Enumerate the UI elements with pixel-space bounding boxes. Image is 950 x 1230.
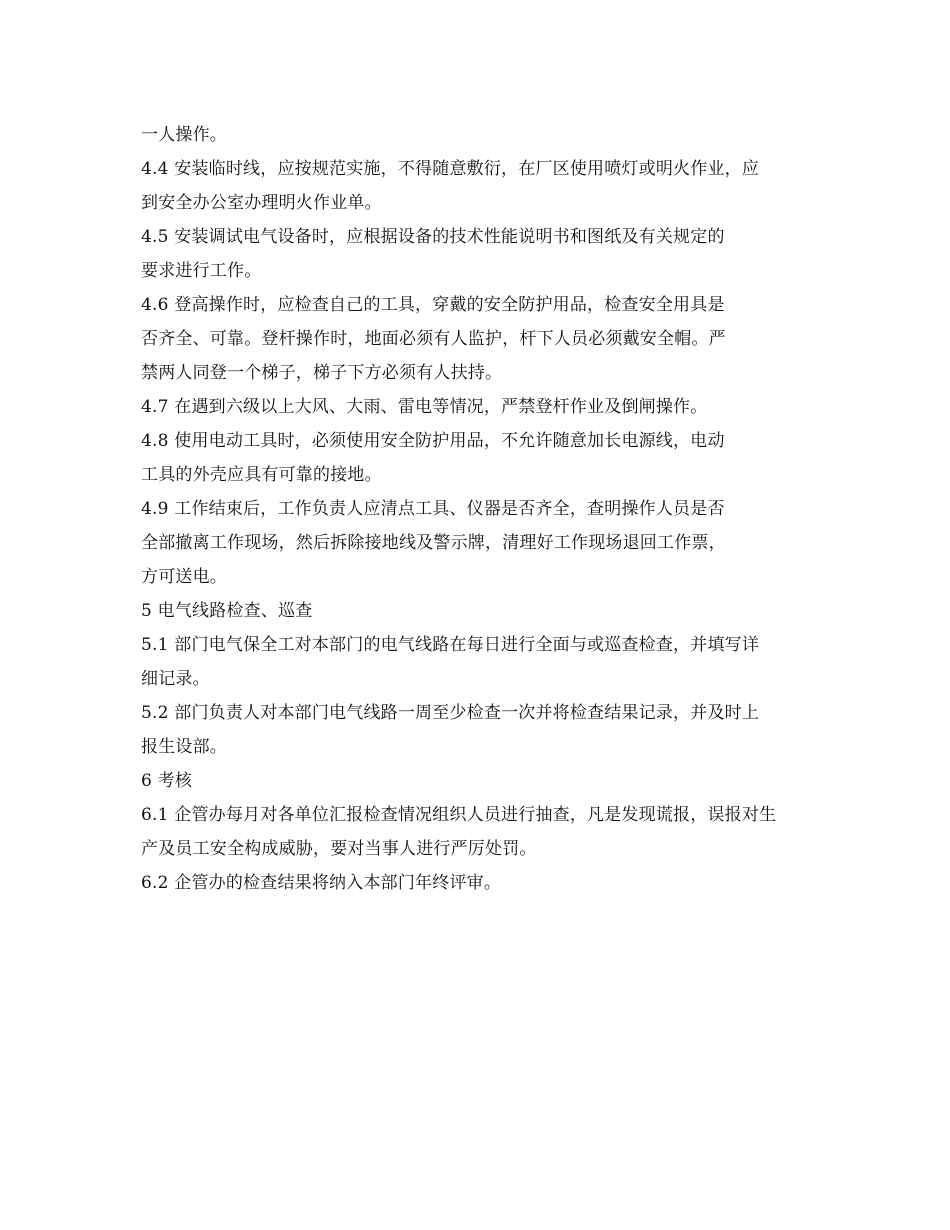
text-line: 4.9 工作结束后，工作负责人应清点工具、仪器是否齐全，查明操作人员是否: [141, 499, 725, 519]
text-line: 禁两人同登一个梯子，梯子下方必须有人扶持。: [141, 363, 503, 383]
section-heading: 5 电气线路检查、巡查: [141, 601, 313, 621]
text-line: 产及员工安全构成威胁，要对当事人进行严厉处罚。: [141, 839, 537, 859]
text-line: 4.4 安装临时线，应按规范实施，不得随意敷衍，在厂区使用喷灯或明火作业，应: [141, 159, 760, 179]
document-body: [141, 118, 831, 900]
text-line: 细记录。: [141, 669, 210, 689]
section-heading: 6 考核: [141, 771, 193, 791]
text-line: 工具的外壳应具有可靠的接地。: [141, 465, 382, 485]
text-line: 4.5 安装调试电气设备时，应根据设备的技术性能说明书和图纸及有关规定的: [141, 227, 725, 247]
text-line: 6.1 企管办每月对各单位汇报检查情况组织人员进行抽查，凡是发现谎报，误报对生: [141, 805, 777, 825]
text-line: 全部撤离工作现场，然后拆除接地线及警示牌，清理好工作现场退回工作票，: [141, 533, 726, 553]
text-line: 4.8 使用电动工具时，必须使用安全防护用品，不允许随意加长电源线，电动: [141, 431, 725, 451]
text-line: 否齐全、可靠。登杆操作时，地面必须有人监护，杆下人员必须戴安全帽。严: [141, 329, 726, 349]
text-line: 6.2 企管办的检查结果将纳入本部门年终评审。: [141, 873, 502, 893]
text-line: 5.1 部门电气保全工对本部门的电气线路在每日进行全面与或巡查检查，并填写详: [141, 635, 760, 655]
text-line: 报生设部。: [141, 737, 227, 757]
text-line: 要求进行工作。: [141, 261, 262, 281]
text-line: 5.2 部门负责人对本部门电气线路一周至少检查一次并将检查结果记录，并及时上: [141, 703, 760, 723]
text-line: 一人操作。: [141, 125, 227, 145]
text-line: 4.7 在遇到六级以上大风、大雨、雷电等情况，严禁登杆作业及倒闸操作。: [141, 397, 708, 417]
text-line: 方可送电。: [141, 567, 227, 587]
text-line: 4.6 登高操作时，应检查自己的工具，穿戴的安全防护用品，检查安全用具是: [141, 295, 725, 315]
text-line: 到安全办公室办理明火作业单。: [141, 193, 382, 213]
